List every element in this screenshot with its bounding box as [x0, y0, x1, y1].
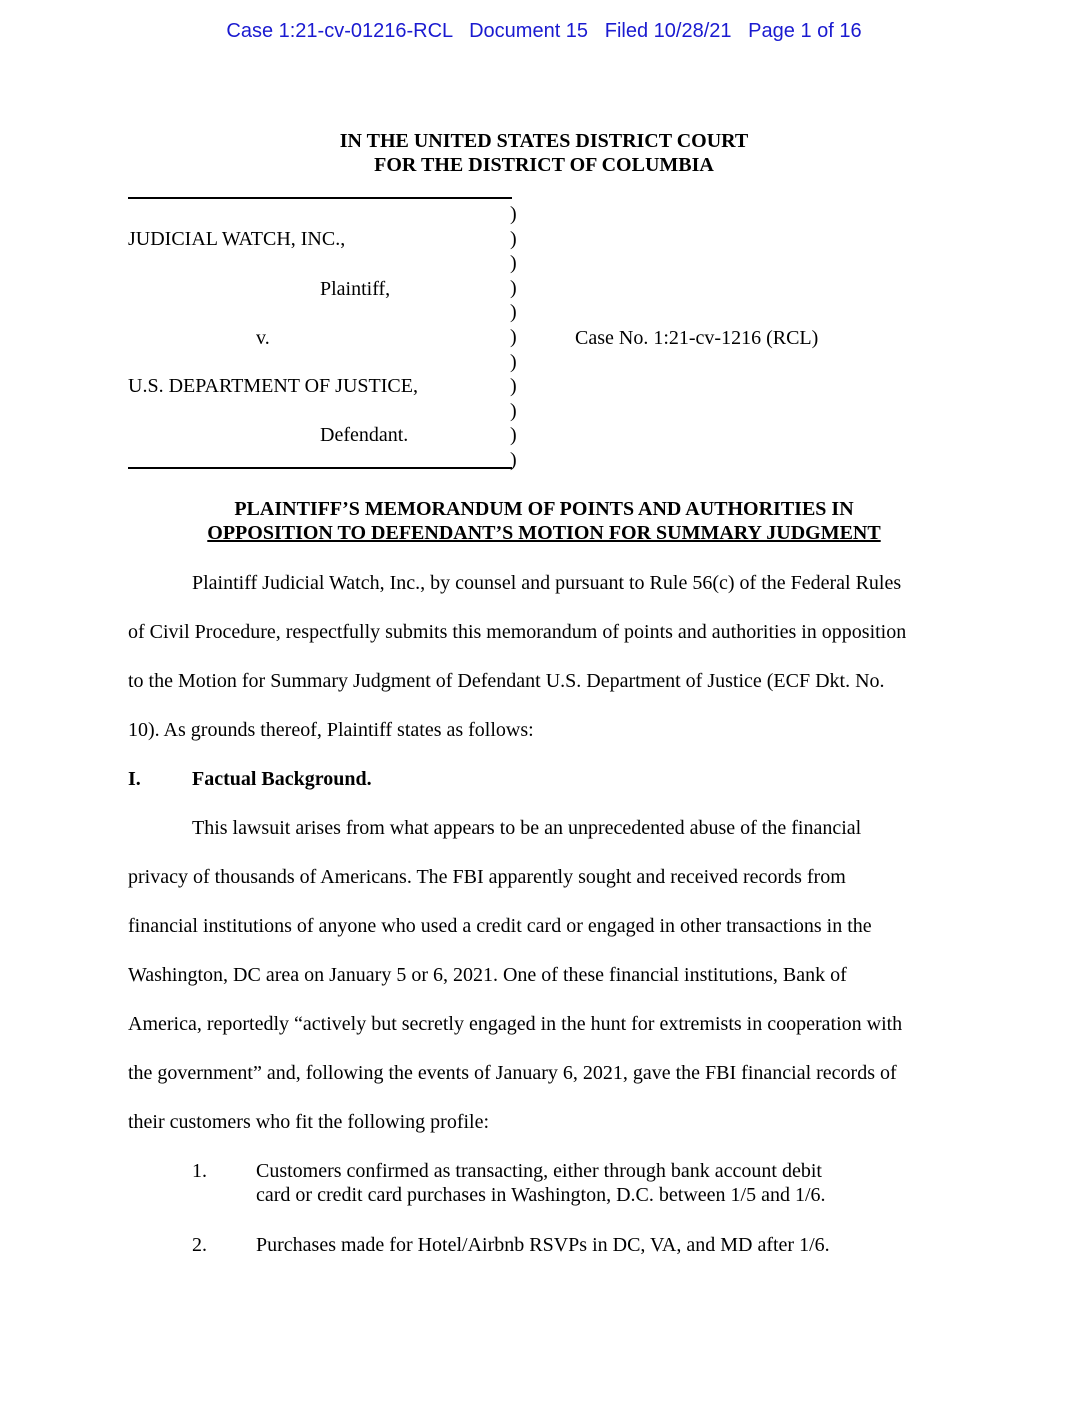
intro-line: 10). As grounds thereof, Plaintiff states as follows:	[128, 719, 534, 741]
list-number: 1.	[192, 1160, 207, 1182]
case-number: Case 1:21-cv-01216-RCL	[226, 20, 453, 42]
caption-paren: )	[510, 227, 517, 250]
section-heading: Factual Background.	[192, 768, 372, 790]
caption-paren: )	[510, 203, 517, 225]
body-line: financial institutions of anyone who used a credit card or engaged in other transactions in the	[128, 915, 872, 937]
caption-bottom-rule	[128, 467, 512, 469]
caption-paren: )	[510, 276, 517, 299]
plaintiff-role: Plaintiff,	[320, 278, 391, 300]
caption-paren: )	[510, 350, 517, 373]
intro-line: of Civil Procedure, respectfully submits this memorandum of points and authorities in opposition	[128, 621, 907, 643]
court-district: FOR THE DISTRICT OF COLUMBIA	[374, 154, 714, 176]
list-item-line: Purchases made for Hotel/Airbnb RSVPs in DC, VA, and MD after 1/6.	[256, 1234, 830, 1256]
section-number: I.	[128, 768, 141, 790]
versus: v.	[256, 327, 270, 349]
page-number: Page 1 of 16	[748, 20, 862, 42]
document-number: Document 15	[469, 20, 589, 42]
caption-paren: )	[510, 375, 517, 398]
caption-paren: )	[510, 252, 517, 275]
caption-paren: )	[510, 399, 517, 422]
body-line: their customers who fit the following profile:	[128, 1111, 490, 1133]
caption-paren: )	[510, 326, 517, 348]
body-line: privacy of thousands of Americans. The FBI apparently sought and received records from	[128, 866, 846, 888]
ecf-header	[0, 20, 1088, 43]
defendant-role: Defendant.	[320, 424, 409, 446]
body-line: Washington, DC area on January 5 or 6, 2021. One of these financial institutions, Bank of	[128, 964, 847, 986]
body-line: America, reportedly “actively but secretly engaged in the hunt for extremists in cooperation with	[128, 1013, 903, 1035]
caption-top-rule	[128, 197, 512, 199]
list-item-line: card or credit card purchases in Washington, D.C. between 1/5 and 1/6.	[256, 1184, 826, 1206]
body-line: This lawsuit arises from what appears to be an unprecedented abuse of the financial	[192, 817, 862, 839]
list-item-line: Customers confirmed as transacting, either through bank account debit	[256, 1160, 822, 1182]
court-name: IN THE UNITED STATES DISTRICT COURT	[339, 130, 749, 152]
caption-paren: )	[510, 449, 517, 471]
defendant-name: U.S. DEPARTMENT OF JUSTICE,	[128, 375, 418, 397]
list-number: 2.	[192, 1234, 207, 1256]
body-line: the government” and, following the events of January 6, 2021, gave the FBI financial records of	[128, 1062, 897, 1084]
memo-title-line-2: OPPOSITION TO DEFENDANT’S MOTION FOR SUMMARY JUDGMENT	[207, 522, 881, 544]
plaintiff-name: JUDICIAL WATCH, INC.,	[128, 228, 346, 250]
memo-title-line-1: PLAINTIFF’S MEMORANDUM OF POINTS AND AUTHORITIES IN	[234, 498, 854, 520]
caption-paren: )	[510, 424, 517, 447]
intro-line: Plaintiff Judicial Watch, Inc., by counsel and pursuant to Rule 56(c) of the Federal Rules	[192, 572, 902, 594]
filed-date: Filed 10/28/21	[604, 20, 732, 42]
caption-paren: )	[510, 301, 517, 324]
case-no: Case No. 1:21-cv-1216 (RCL)	[575, 327, 819, 349]
intro-line: to the Motion for Summary Judgment of Defendant U.S. Department of Justice (ECF Dkt. No.	[128, 670, 885, 692]
